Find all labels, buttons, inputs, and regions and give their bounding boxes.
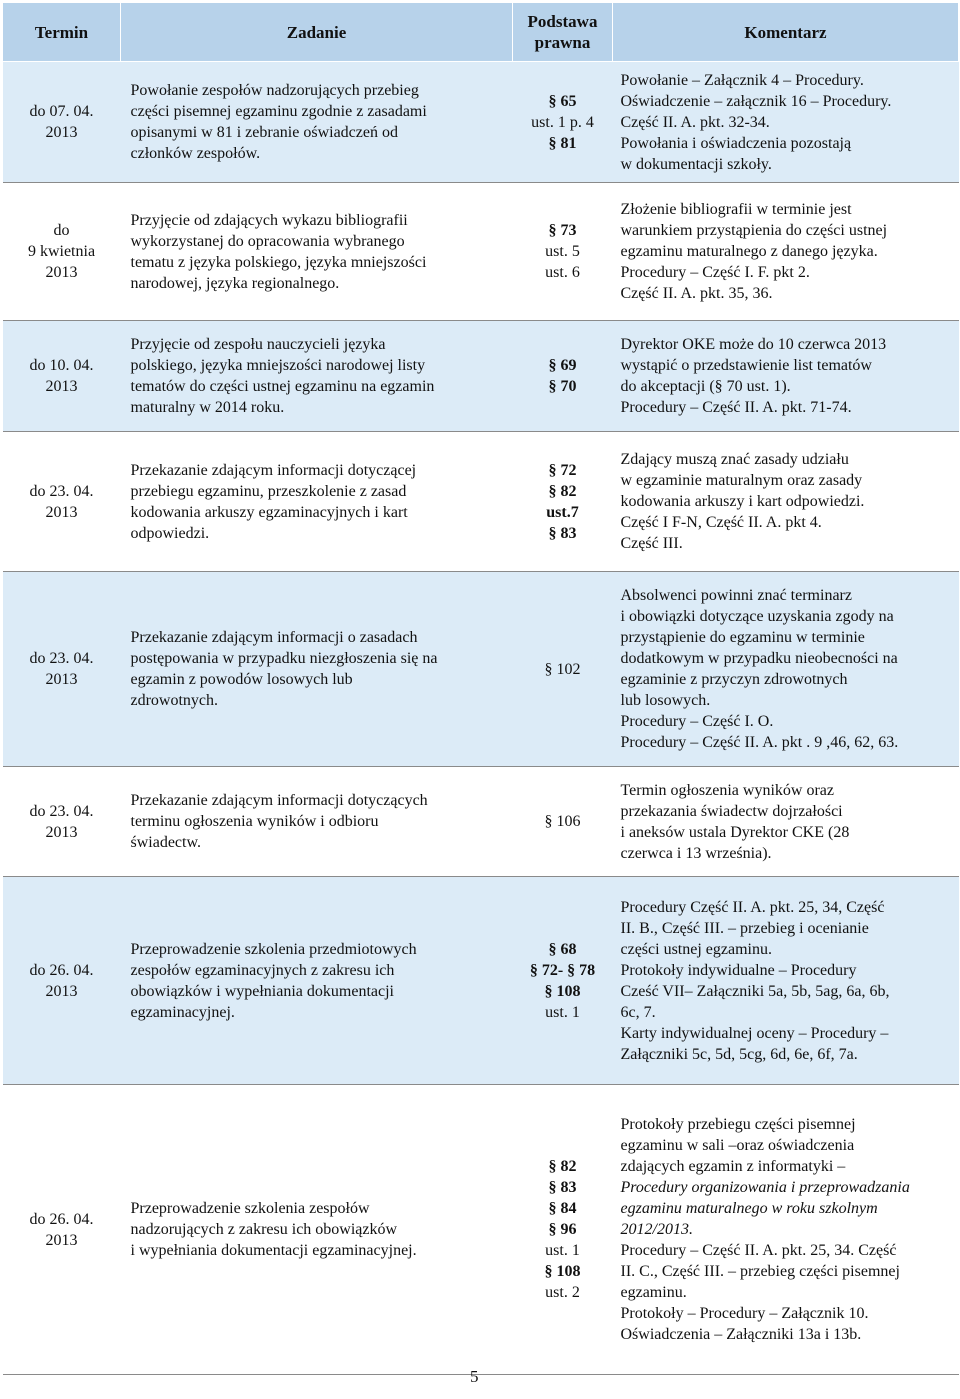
termin-cell-line: do 26. 04. xyxy=(29,961,94,979)
komentarz-cell xyxy=(613,572,959,767)
header-termin: Termin xyxy=(3,3,121,62)
schedule-table xyxy=(2,2,959,1375)
podstawa-cell-line: § 73 xyxy=(548,222,577,239)
podstawa-cell-line: § 70 xyxy=(548,378,577,395)
podstawa-cell-line: § 82 xyxy=(548,1158,577,1175)
termin-cell xyxy=(3,62,121,183)
komentarz-cell-line: Procedury organizowania i przeprowadzania xyxy=(620,1179,910,1196)
termin-cell-line: do 10. 04. xyxy=(29,357,94,374)
komentarz-cell xyxy=(613,432,959,572)
podstawa-cell-line: § 108 xyxy=(544,982,581,1000)
komentarz-cell-line: warunkiem przystąpienia do części ustnej xyxy=(620,222,888,239)
podstawa-cell-line: § 83 xyxy=(548,1179,577,1196)
zadanie-cell-line: Przekazanie zdającym informacji dotyczącej xyxy=(130,461,417,479)
zadanie-cell xyxy=(121,183,513,321)
komentarz-cell-line: Oświadczenie – załącznik 16 – Procedury. xyxy=(620,92,892,110)
komentarz-cell-line: Karty indywidualnej oceny – Procedury – xyxy=(620,1024,889,1042)
termin-cell-line: do 23. 04. xyxy=(29,650,94,667)
termin-cell-line: 2013 xyxy=(45,823,78,841)
termin-cell-line: 9 kwietnia xyxy=(27,243,96,260)
termin-cell-line: 2013 xyxy=(45,264,78,281)
zadanie-cell-line: Przekazanie zdającym informacji o zasadach xyxy=(130,629,418,646)
termin-cell-line: 2013 xyxy=(45,378,78,395)
termin-cell xyxy=(3,767,121,877)
table-row xyxy=(3,62,959,183)
komentarz-cell-line: Procedury – Część I. F. pkt 2. xyxy=(620,264,810,281)
podstawa-cell xyxy=(513,432,613,572)
komentarz-cell-line: Protokoły – Procedury – Załącznik 10. xyxy=(620,1305,869,1322)
podstawa-cell xyxy=(513,321,613,432)
komentarz-cell-line: Część III. xyxy=(620,535,683,552)
komentarz-cell-line: części ustnej egzaminu. xyxy=(620,940,772,958)
zadanie-cell-line: obowiązków i wypełniania dokumentacji xyxy=(130,982,394,1000)
zadanie-cell-line: członków zespołów. xyxy=(130,145,261,162)
podstawa-cell-line: § 81 xyxy=(548,134,577,152)
podstawa-cell-line: ust. 6 xyxy=(545,264,580,281)
zadanie-cell-line: Powołanie zespołów nadzorujących przebieg xyxy=(130,82,419,99)
komentarz-cell-line: Protokoły indywidualne – Procedury xyxy=(620,961,857,979)
podstawa-cell-line: § 72- § 78 xyxy=(529,961,596,979)
podstawa-cell-line: § 96 xyxy=(548,1221,577,1238)
zadanie-cell-line: egzamin z powodów losowych lub xyxy=(130,671,353,688)
podstawa-cell-line: § 83 xyxy=(548,524,577,542)
zadanie-cell-line: maturalny w 2014 roku. xyxy=(130,399,285,416)
table-header-row xyxy=(3,3,959,62)
komentarz-cell-line: Cześć VII– Załączniki 5a, 5b, 5ag, 6a, 6b, xyxy=(620,982,890,1000)
podstawa-cell-line: § 106 xyxy=(544,813,581,830)
komentarz-cell-line: wystąpić o przedstawienie list tematów xyxy=(620,357,872,374)
komentarz-cell-line: i obowiązki dotyczące uzyskania zgody na xyxy=(620,608,894,625)
komentarz-cell-line: Dyrektor OKE może do 10 czerwca 2013 xyxy=(620,336,887,353)
termin-cell xyxy=(3,432,121,572)
table-row xyxy=(3,321,959,432)
zadanie-cell-line: zespołów egzaminacyjnych z zakresu ich xyxy=(130,961,395,979)
zadanie-cell xyxy=(121,432,513,572)
komentarz-cell-line: Powołania i oświadczenia pozostają xyxy=(620,134,852,152)
zadanie-cell-line: świadectw. xyxy=(130,834,201,851)
header-podstawa-line: Podstawa xyxy=(527,12,598,31)
komentarz-cell-line: przekazania świadectw dojrzałości xyxy=(620,802,843,820)
komentarz-cell-line: Procedury – Część II. A. pkt . 9 ,46, 62, 63. xyxy=(620,734,899,751)
zadanie-cell-line: terminu ogłoszenia wyników i odbioru xyxy=(130,813,379,830)
header-komentarz: Komentarz xyxy=(613,3,959,62)
podstawa-cell xyxy=(513,62,613,183)
zadanie-cell xyxy=(121,62,513,183)
podstawa-cell xyxy=(513,572,613,767)
table-row xyxy=(3,1085,959,1375)
termin-cell-line: do xyxy=(53,222,70,239)
komentarz-cell-line: dodatkowym w przypadku nieobecności na xyxy=(620,650,898,667)
komentarz-cell-line: czerwca i 13 września). xyxy=(620,844,772,862)
komentarz-cell-line: egzaminie z przyczyn zdrowotnych xyxy=(620,671,848,688)
table-row xyxy=(3,432,959,572)
zadanie-cell xyxy=(121,572,513,767)
zadanie-cell-line: narodowej, języka regionalnego. xyxy=(130,274,340,292)
komentarz-cell-line: Procedury Część II. A. pkt. 25, 34, Część xyxy=(620,898,885,916)
komentarz-cell xyxy=(613,877,959,1085)
komentarz-cell-line: Część II. A. pkt. 32-34. xyxy=(620,113,770,131)
komentarz-cell-line: egzaminu. xyxy=(620,1284,687,1301)
podstawa-cell-line: § 65 xyxy=(548,92,577,110)
table-row xyxy=(3,572,959,767)
zadanie-cell-line: Przyjęcie od zdających wykazu bibliografii xyxy=(130,211,408,229)
komentarz-cell xyxy=(613,321,959,432)
table-row xyxy=(3,877,959,1085)
termin-cell-line: 2013 xyxy=(45,982,78,1000)
komentarz-cell-line: Protokoły przebiegu części pisemnej xyxy=(620,1116,856,1133)
termin-cell xyxy=(3,183,121,321)
komentarz-cell-line: zdających egzamin z informatyki – xyxy=(620,1158,846,1175)
komentarz-cell-line: Procedury – Część II. A. pkt. 71-74. xyxy=(620,399,852,416)
komentarz-cell-line: kodowania arkuszy i kart odpowiedzi. xyxy=(620,493,865,510)
termin-cell-line: 2013 xyxy=(45,124,78,141)
termin-cell-line: do 26. 04. xyxy=(29,1210,94,1228)
termin-cell-line: 2013 xyxy=(45,1231,78,1249)
termin-cell-line: do 07. 04. xyxy=(29,103,94,120)
podstawa-cell-line: ust. 1 p. 4 xyxy=(531,113,594,131)
komentarz-cell-line: egzaminu maturalnego z danego języka. xyxy=(620,243,878,260)
termin-cell xyxy=(3,321,121,432)
komentarz-cell-line: II. B., Część III. – przebieg i ocenianie xyxy=(620,919,869,937)
zadanie-cell-line: Przekazanie zdającym informacji dotyczących xyxy=(130,792,428,809)
header-podstawa xyxy=(513,3,613,62)
komentarz-cell xyxy=(613,183,959,321)
zadanie-cell-line: Przeprowadzenie szkolenia zespołów xyxy=(130,1200,370,1217)
podstawa-cell-line: § 68 xyxy=(548,940,577,958)
komentarz-cell-line: Oświadczenia – Załączniki 13a i 13b. xyxy=(620,1326,862,1343)
komentarz-cell-line: Zdający muszą znać zasady udziału xyxy=(620,451,849,468)
komentarz-cell-line: do akceptacji (§ 70 ust. 1). xyxy=(620,378,791,395)
page-number: 5 xyxy=(470,1367,479,1386)
zadanie-cell-line: wykorzystanej do opracowania wybranego xyxy=(130,232,405,250)
podstawa-cell-line: § 108 xyxy=(544,1263,581,1280)
komentarz-cell-line: 2012/2013. xyxy=(620,1221,693,1238)
zadanie-cell-line: zdrowotnych. xyxy=(130,692,219,709)
zadanie-cell-line: tematu z języka polskiego, języka mniejszości xyxy=(130,253,427,271)
komentarz-cell-line: Powołanie – Załącznik 4 – Procedury. xyxy=(620,71,864,89)
podstawa-cell-line: § 102 xyxy=(544,660,581,678)
komentarz-cell xyxy=(613,62,959,183)
zadanie-cell-line: przebiegu egzaminu, przeszkolenie z zasad xyxy=(130,482,407,500)
zadanie-cell xyxy=(121,767,513,877)
header-podstawa-line: prawna xyxy=(534,33,591,52)
termin-cell-line: 2013 xyxy=(45,671,78,688)
komentarz-cell-line: w egzaminie maturalnym oraz zasady xyxy=(620,472,863,489)
table-row xyxy=(3,183,959,321)
komentarz-cell xyxy=(613,767,959,877)
komentarz-cell-line: i aneksów ustala Dyrektor CKE (28 xyxy=(620,823,850,841)
podstawa-cell-line: § 72 xyxy=(548,461,577,479)
komentarz-cell-line: lub losowych. xyxy=(620,692,711,709)
komentarz-cell-line: w dokumentacji szkoły. xyxy=(620,155,772,173)
podstawa-cell xyxy=(513,1085,613,1375)
komentarz-cell-line: II. C., Część III. – przebieg części pisemnej xyxy=(620,1263,900,1280)
komentarz-cell-line: Złożenie bibliografii w terminie jest xyxy=(620,201,852,218)
komentarz-cell-line: egzaminu w sali –oraz oświadczenia xyxy=(620,1137,855,1154)
komentarz-cell-line: Część II. A. pkt. 35, 36. xyxy=(620,285,773,302)
komentarz-cell-line: Procedury – Część I. O. xyxy=(620,713,774,730)
zadanie-cell-line: kodowania arkuszy egzaminacyjnych i kart xyxy=(130,503,408,521)
komentarz-cell-line: 6c, 7. xyxy=(620,1003,656,1021)
termin-cell xyxy=(3,1085,121,1375)
podstawa-cell-line: § 82 xyxy=(548,482,577,500)
podstawa-cell-line: ust.7 xyxy=(546,503,579,521)
zadanie-cell-line: postępowania w przypadku niezgłoszenia się na xyxy=(130,650,438,667)
termin-cell xyxy=(3,572,121,767)
podstawa-cell-line: ust. 1 xyxy=(545,1003,580,1021)
zadanie-cell-line: Przeprowadzenie szkolenia przedmiotowych xyxy=(130,940,417,958)
zadanie-cell-line: części pisemnej egzaminu zgodnie z zasadami xyxy=(130,103,427,120)
termin-cell xyxy=(3,877,121,1085)
zadanie-cell-line: polskiego, języka mniejszości narodowej listy xyxy=(130,357,426,374)
zadanie-cell-line: tematów do części ustnej egzaminu na egzamin xyxy=(130,378,435,395)
zadanie-cell xyxy=(121,1085,513,1375)
komentarz-cell-line: Część I F-N, Część II. A. pkt 4. xyxy=(620,514,822,531)
komentarz-cell-line: Termin ogłoszenia wyników oraz xyxy=(620,781,834,799)
komentarz-cell-line: egzaminu maturalnego w roku szkolnym xyxy=(620,1200,878,1217)
zadanie-cell-line: i wypełniania dokumentacji egzaminacyjnej. xyxy=(130,1242,417,1259)
podstawa-cell xyxy=(513,767,613,877)
zadanie-cell-line: opisanymi w 81 i zebranie oświadczeń od xyxy=(130,124,398,141)
podstawa-cell-line: § 84 xyxy=(548,1200,577,1217)
komentarz-cell-line: przystąpienie do egzaminu w terminie xyxy=(620,629,865,646)
podstawa-cell-line: ust. 5 xyxy=(545,243,580,260)
podstawa-cell-line: ust. 1 xyxy=(545,1242,580,1259)
komentarz-cell xyxy=(613,1085,959,1375)
podstawa-cell xyxy=(513,877,613,1085)
podstawa-cell-line: § 69 xyxy=(548,357,577,374)
zadanie-cell xyxy=(121,321,513,432)
zadanie-cell-line: nadzorujących z zakresu ich obowiązków xyxy=(130,1221,398,1238)
komentarz-cell-line: Załączniki 5c, 5d, 5cg, 6d, 6e, 6f, 7a. xyxy=(620,1045,858,1063)
zadanie-cell-line: egzaminacyjnej. xyxy=(130,1003,235,1021)
termin-cell-line: do 23. 04. xyxy=(29,482,94,500)
podstawa-cell xyxy=(513,183,613,321)
zadanie-cell xyxy=(121,877,513,1085)
komentarz-cell-line: Procedury – Część II. A. pkt. 25, 34. Część xyxy=(620,1242,897,1259)
table-row xyxy=(3,767,959,877)
header-zadanie: Zadanie xyxy=(121,3,513,62)
termin-cell-line: do 23. 04. xyxy=(29,802,94,820)
zadanie-cell-line: Przyjęcie od zespołu nauczycieli języka xyxy=(130,336,386,353)
komentarz-cell-line: Absolwenci powinni znać terminarz xyxy=(620,587,852,604)
zadanie-cell-line: odpowiedzi. xyxy=(130,524,210,542)
podstawa-cell-line: ust. 2 xyxy=(545,1284,580,1301)
termin-cell-line: 2013 xyxy=(45,503,78,521)
